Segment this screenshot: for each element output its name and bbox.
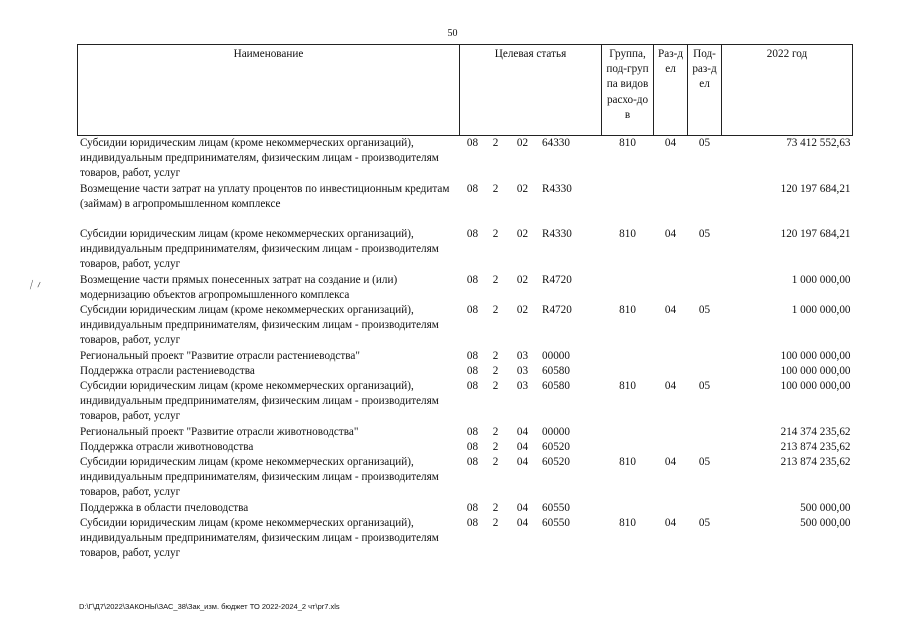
cell-t4: R4330 <box>542 228 572 241</box>
cell-t1: 08 <box>466 228 479 241</box>
cell-sec <box>654 273 688 303</box>
cell-sub <box>688 425 722 440</box>
cell-t3: 04 <box>516 501 529 514</box>
cell-amt: 1 000 000,00 <box>791 304 851 317</box>
cell-grp: 810 <box>619 380 636 393</box>
cell-t2: 2 <box>492 456 499 469</box>
cell-sub <box>688 182 722 227</box>
header-target: Целевая статья <box>460 45 602 136</box>
cell-sec: 04 <box>664 456 677 469</box>
cell-amt: 73 412 552,63 <box>786 137 851 149</box>
header-group: Группа, под-группа видов расхо-дов <box>602 45 654 136</box>
cell-amt: 100 000 000,00 <box>780 349 851 362</box>
cell-amt: 100 000 000,00 <box>780 364 851 377</box>
cell-sec <box>654 425 688 440</box>
cell-name: Поддержка отрасли растениеводства <box>80 364 255 377</box>
table-row <box>78 182 853 227</box>
cell-t4: 64330 <box>542 137 570 149</box>
cell-t2: 2 <box>492 516 499 529</box>
cell-t1: 08 <box>466 380 479 393</box>
cell-t1: 08 <box>466 349 479 362</box>
cell-sub: 05 <box>698 137 711 149</box>
table-row <box>78 501 853 516</box>
table-row <box>78 455 853 501</box>
cell-t1: 08 <box>466 456 479 469</box>
cell-name: Субсидии юридическим лицам (кроме некоммерческих организаций), индивидуальным предпринимателям, физическим лицам - производителям товаров, работ, услуг <box>80 137 439 180</box>
table-row <box>78 379 853 425</box>
cell-grp <box>602 440 654 455</box>
cell-sub <box>688 501 722 516</box>
table-row <box>78 440 853 455</box>
cell-sub <box>688 349 722 364</box>
cell-t4: 60550 <box>542 501 570 514</box>
cell-t3: 03 <box>516 349 529 362</box>
cell-amt: 213 874 235,62 <box>780 440 851 453</box>
cell-t3: 03 <box>516 364 529 377</box>
table-row <box>78 425 853 440</box>
cell-sub <box>688 440 722 455</box>
budget-table <box>77 44 853 561</box>
cell-t4: 60580 <box>542 364 570 377</box>
cell-t1: 08 <box>466 304 479 317</box>
cell-sub: 05 <box>698 456 711 469</box>
cell-sub <box>688 364 722 379</box>
cell-sub: 05 <box>698 380 711 393</box>
cell-t1: 08 <box>466 364 479 377</box>
cell-grp: 810 <box>619 516 636 529</box>
cell-t2: 2 <box>492 380 499 393</box>
cell-t4: R4720 <box>542 304 572 317</box>
cell-sec: 04 <box>664 380 677 393</box>
cell-grp: 810 <box>619 304 636 317</box>
header-section: Раз-дел <box>654 45 688 136</box>
cell-sub: 05 <box>698 516 711 529</box>
cell-name: Возмещение части затрат на уплату процентов по инвестиционным кредитам (займам) в агропромышленном комплексе <box>80 182 450 210</box>
cell-grp <box>602 182 654 227</box>
cell-name: Субсидии юридическим лицам (кроме некоммерческих организаций), индивидуальным предпринимателям, физическим лицам - производителям товаров, работ, услуг <box>80 380 439 423</box>
table-row <box>78 303 853 349</box>
cell-t1: 08 <box>466 440 479 453</box>
cell-sec: 04 <box>664 137 677 149</box>
cell-name: Возмещение части прямых понесенных затрат на создание и (или) модернизацию объектов агропромышленного комплекса <box>80 273 398 301</box>
cell-sec <box>654 182 688 227</box>
table-row <box>78 273 853 303</box>
cell-sec: 04 <box>664 228 677 241</box>
cell-t2: 2 <box>492 501 499 514</box>
cell-t4: 60550 <box>542 516 570 529</box>
cell-sec <box>654 501 688 516</box>
cell-name: Поддержка отрасли животноводства <box>80 440 254 453</box>
cell-t3: 02 <box>516 304 529 317</box>
cell-grp <box>602 425 654 440</box>
cell-sec <box>654 364 688 379</box>
table-row <box>78 227 853 273</box>
cell-name: Региональный проект "Развитие отрасли животноводства" <box>80 425 359 438</box>
cell-t3: 02 <box>516 273 529 286</box>
cell-name: Поддержка в области пчеловодства <box>80 501 249 514</box>
table-row <box>78 136 853 182</box>
cell-t1: 08 <box>466 425 479 438</box>
cell-grp: 810 <box>619 456 636 469</box>
cell-t4: 60520 <box>542 440 570 453</box>
cell-t3: 02 <box>516 228 529 241</box>
cell-grp <box>602 364 654 379</box>
header-year: 2022 год <box>722 45 853 136</box>
cell-amt: 214 374 235,62 <box>780 425 851 438</box>
file-path-footer: D:\Г\Д7\2022\ЗАКОНЫ\ЗАС_38\Зак_изм. бюджет ТО 2022-2024_2 чт\pr7.xls <box>79 602 340 611</box>
page-number: 50 <box>447 28 458 39</box>
cell-t3: 02 <box>516 182 529 195</box>
cell-grp <box>602 273 654 303</box>
cell-name: Региональный проект "Развитие отрасли растениеводства" <box>80 349 360 362</box>
cell-amt: 500 000,00 <box>800 501 851 514</box>
cell-grp: 810 <box>619 228 636 241</box>
table-row <box>78 349 853 364</box>
cell-t1: 08 <box>466 137 479 149</box>
header-name: Наименование <box>78 45 460 136</box>
cell-sub: 05 <box>698 228 711 241</box>
header-subsection: Под-раз-дел <box>688 45 722 136</box>
cell-amt: 500 000,00 <box>800 516 851 529</box>
cell-t2: 2 <box>492 273 499 286</box>
cell-name: Субсидии юридическим лицам (кроме некоммерческих организаций), индивидуальным предпринимателям, физическим лицам - производителям товаров, работ, услуг <box>80 304 439 347</box>
cell-t2: 2 <box>492 440 499 453</box>
cell-sub: 05 <box>698 304 711 317</box>
cell-t2: 2 <box>492 182 499 195</box>
cell-t3: 04 <box>516 440 529 453</box>
cell-name: Субсидии юридическим лицам (кроме некоммерческих организаций), индивидуальным предпринимателям, физическим лицам - производителям товаров, работ, услуг <box>80 516 439 560</box>
margin-scribble: ⁄ ⸝ <box>28 274 44 292</box>
cell-t1: 08 <box>466 501 479 514</box>
cell-t4: 00000 <box>542 349 570 362</box>
cell-sec: 04 <box>664 304 677 317</box>
cell-amt: 120 197 684,21 <box>780 182 851 195</box>
cell-t1: 08 <box>466 516 479 529</box>
cell-t4: R4330 <box>542 182 572 195</box>
cell-t2: 2 <box>492 228 499 241</box>
cell-amt: 213 874 235,62 <box>780 456 851 469</box>
cell-grp <box>602 501 654 516</box>
cell-sub <box>688 273 722 303</box>
cell-t4: 60520 <box>542 456 570 469</box>
cell-sec <box>654 349 688 364</box>
cell-amt: 1 000 000,00 <box>791 273 851 286</box>
cell-t3: 04 <box>516 516 529 529</box>
cell-amt: 100 000 000,00 <box>780 380 851 393</box>
cell-t4: R4720 <box>542 273 572 286</box>
cell-t2: 2 <box>492 349 499 362</box>
cell-t4: 60580 <box>542 380 570 393</box>
table-row <box>78 364 853 379</box>
cell-t2: 2 <box>492 364 499 377</box>
cell-t2: 2 <box>492 137 499 149</box>
cell-grp: 810 <box>619 137 636 149</box>
cell-t1: 08 <box>466 273 479 286</box>
cell-sec: 04 <box>664 516 677 529</box>
cell-t3: 04 <box>516 456 529 469</box>
cell-name: Субсидии юридическим лицам (кроме некоммерческих организаций), индивидуальным предпринимателям, физическим лицам - производителям товаров, работ, услуг <box>80 228 439 271</box>
cell-t2: 2 <box>492 304 499 317</box>
cell-amt: 120 197 684,21 <box>780 228 851 241</box>
cell-t2: 2 <box>492 425 499 438</box>
header-row <box>78 45 853 136</box>
cell-name: Субсидии юридическим лицам (кроме некоммерческих организаций), индивидуальным предпринимателям, физическим лицам - производителям товаров, работ, услуг <box>80 456 439 499</box>
cell-t4: 00000 <box>542 425 570 438</box>
cell-t3: 02 <box>516 137 529 149</box>
cell-t1: 08 <box>466 182 479 195</box>
cell-t3: 03 <box>516 380 529 393</box>
cell-t3: 04 <box>516 425 529 438</box>
cell-sec <box>654 440 688 455</box>
cell-grp <box>602 349 654 364</box>
table-row <box>78 516 853 562</box>
